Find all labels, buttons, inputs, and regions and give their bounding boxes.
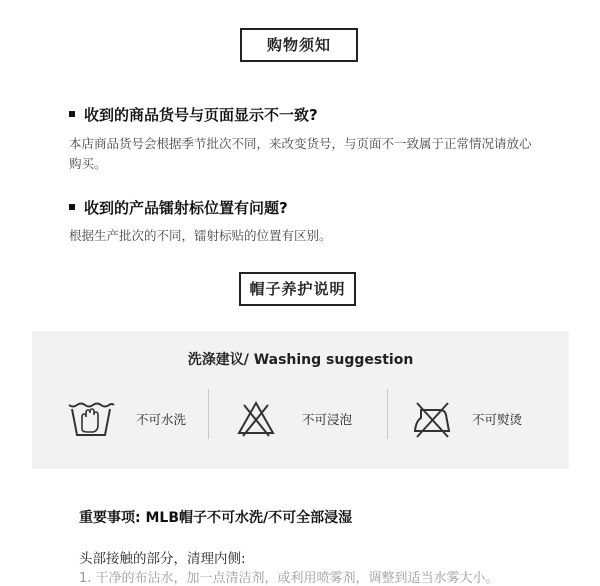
no-iron-icon (412, 399, 452, 439)
hat-care-title: 帽子养护说明 (239, 272, 356, 306)
divider (387, 389, 388, 439)
care-item-no-soak (236, 393, 352, 445)
no-bleach-icon (236, 399, 276, 439)
contact-area-heading: 头部接触的部分，清理内侧: (79, 551, 246, 567)
no-hand-wash-icon (66, 397, 116, 441)
bullet-square-icon (69, 111, 75, 117)
shopping-notes-title: 购物须知 (240, 28, 358, 62)
care-label-no-iron: 不可熨烫 (472, 412, 523, 427)
care-item-no-hand-wash (66, 393, 186, 445)
question-1-text: 收到的商品货号与页面显示不一致? (84, 106, 318, 124)
answer-1: 本店商品货号会根据季节批次不同，来改变货号，与页面不一致属于正常情况请放心购买。 (69, 136, 532, 171)
care-label-no-soak: 不可浸泡 (302, 412, 353, 427)
washing-suggestion-title: 洗涤建议/ Washing suggestion (187, 352, 414, 368)
cleaning-step-1: 1. 干净的布沾水，加一点清洁剂，或利用喷雾剂，调整到适当水雾大小。 (79, 571, 499, 586)
divider (208, 389, 209, 439)
question-2-text: 收到的产品镭射标位置有问题? (84, 199, 288, 217)
answer-2: 根据生产批次的不同，镭射标贴的位置有区别。 (69, 228, 332, 243)
washing-suggestion-panel (32, 331, 569, 469)
bullet-square-icon (69, 204, 75, 210)
question-2 (69, 197, 288, 218)
question-1 (69, 104, 318, 125)
care-label-no-hand-wash: 不可水洗 (136, 412, 187, 427)
important-notice: 重要事项: MLB帽子不可水洗/不可全部浸湿 (79, 510, 353, 526)
care-item-no-iron (412, 393, 522, 445)
